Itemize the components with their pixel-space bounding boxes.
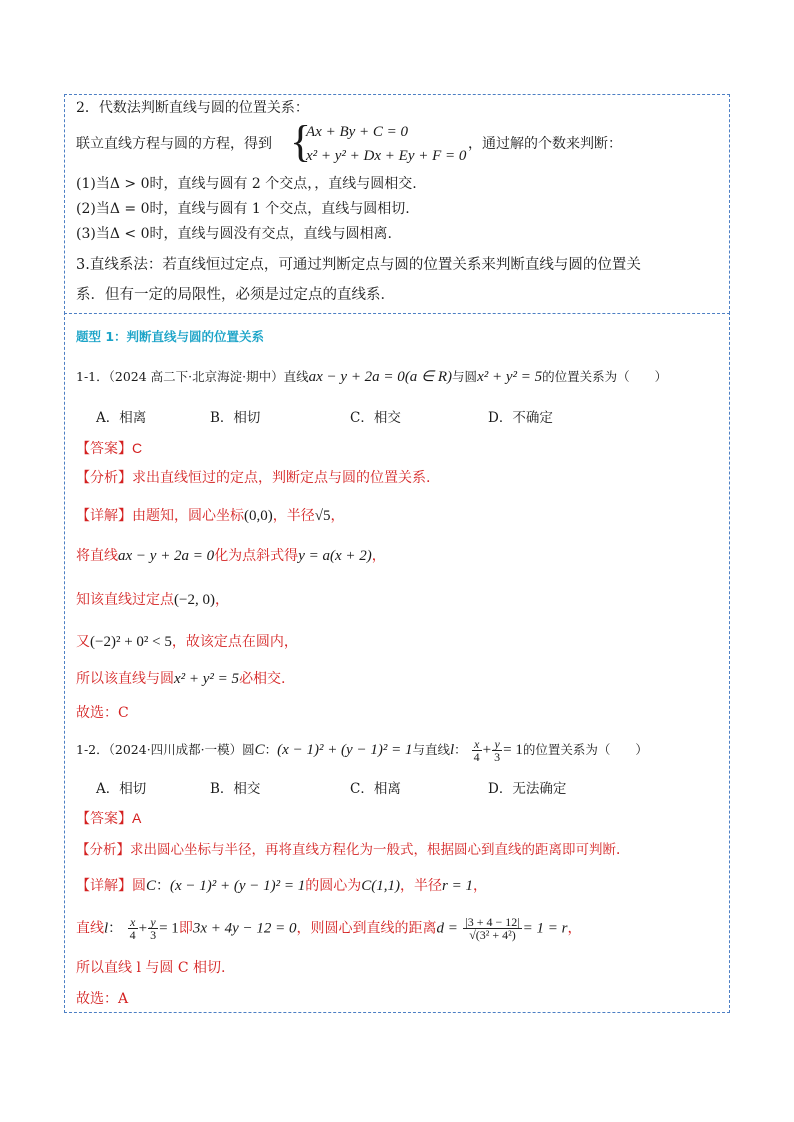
section2-intro-a: 联立直线方程与圆的方程，得到 <box>76 136 272 152</box>
q2-option-d[interactable]: D．无法确定 <box>488 781 567 797</box>
q1-analysis: 【分析】求出直线恒过的定点，判断定点与圆的位置关系. <box>76 470 431 486</box>
q2-answer: 【答案】A <box>76 810 142 827</box>
q1-option-a[interactable]: A．相离 <box>96 410 147 426</box>
q1-answer: 【答案】C <box>76 440 143 457</box>
q1-detail-1: 【详解】由题知，圆心坐标(0,0)，半径√5， <box>76 508 345 524</box>
topic-title: 题型 1：判断直线与圆的位置关系 <box>76 329 265 344</box>
q1-option-c[interactable]: C．相交 <box>350 410 401 426</box>
section2-intro-b: ，通过解的个数来判断： <box>468 136 622 152</box>
system-eq2: x² + y² + Dx + Ey + F = 0 <box>306 148 467 164</box>
system-brace: { <box>290 117 312 166</box>
q2-detail-1: 【详解】圆C：(x − 1)² + (y − 1)² = 1的圆心为C(1,1)，半径r = 1， <box>76 878 488 894</box>
q1-detail-5: 所以该直线与圆x² + y² = 5必相交. <box>76 671 286 687</box>
q1-stem: 1-1．（2024 高二下·北京海淀·期中）直线ax − y + 2a = 0(a ∈ R)与圆x² + y² = 5的位置关系为（ ） <box>76 369 668 385</box>
case-2: (2)当Δ = 0时，直线与圆有 1 个交点，直线与圆相切. <box>76 201 410 217</box>
q2-choose: 故选：A <box>76 991 129 1007</box>
q1-option-b[interactable]: B．相切 <box>210 410 261 426</box>
q1-option-d[interactable]: D．不确定 <box>488 410 553 426</box>
q1-detail-4: 又(−2)² + 0² < 5，故该定点在圆内， <box>76 634 298 650</box>
q2-detail-2: 直线l： $\frac{x}{4}$ + $\frac{y}{3}$ = 1即3x + 4y − 12 = 0，则圆心到直线的距离d = $\frac{|3 + 4 - 12|}{\text{√(3² + 4²)}}$ = 1 = r， <box>76 915 582 942</box>
para3-line2: 系．但有一定的局限性，必须是过定点的直线系． <box>76 287 395 303</box>
q2-option-a[interactable]: A．相切 <box>96 781 147 797</box>
section2-heading: 2．代数法判断直线与圆的位置关系： <box>76 100 309 116</box>
q2-option-c[interactable]: C．相离 <box>350 781 401 797</box>
q2-stem: 1-2．（2024·四川成都·一模）圆C：(x − 1)² + (y − 1)² = 1与直线l： $\frac{x}{4}$ + $\frac{y}{3}$ = 1的位置关系为（ ） <box>76 737 648 764</box>
q2-option-b[interactable]: B．相交 <box>210 781 261 797</box>
q1-detail-2: 将直线ax − y + 2a = 0化为点斜式得y = a(x + 2)， <box>76 548 386 564</box>
case-3: (3)当Δ < 0时，直线与圆没有交点，直线与圆相离. <box>76 226 392 242</box>
q2-detail-3: 所以直线 l 与圆 C 相切. <box>76 960 226 976</box>
case-1: (1)当Δ > 0时，直线与圆有 2 个交点，，直线与圆相交. <box>76 176 417 192</box>
para3-line1: 3.直线系法：若直线恒过定点，可通过判断定点与圆的位置关系来判断直线与圆的位置关 <box>76 257 641 273</box>
q1-detail-3: 知该直线过定点(−2, 0)， <box>76 592 229 608</box>
q2-analysis: 【分析】求出圆心坐标与半径，再将直线方程化为一般式，根据圆心到直线的距离即可判断. <box>76 842 621 858</box>
system-eq1: Ax + By + C = 0 <box>306 124 409 140</box>
q1-choose: 故选：C <box>76 705 129 721</box>
